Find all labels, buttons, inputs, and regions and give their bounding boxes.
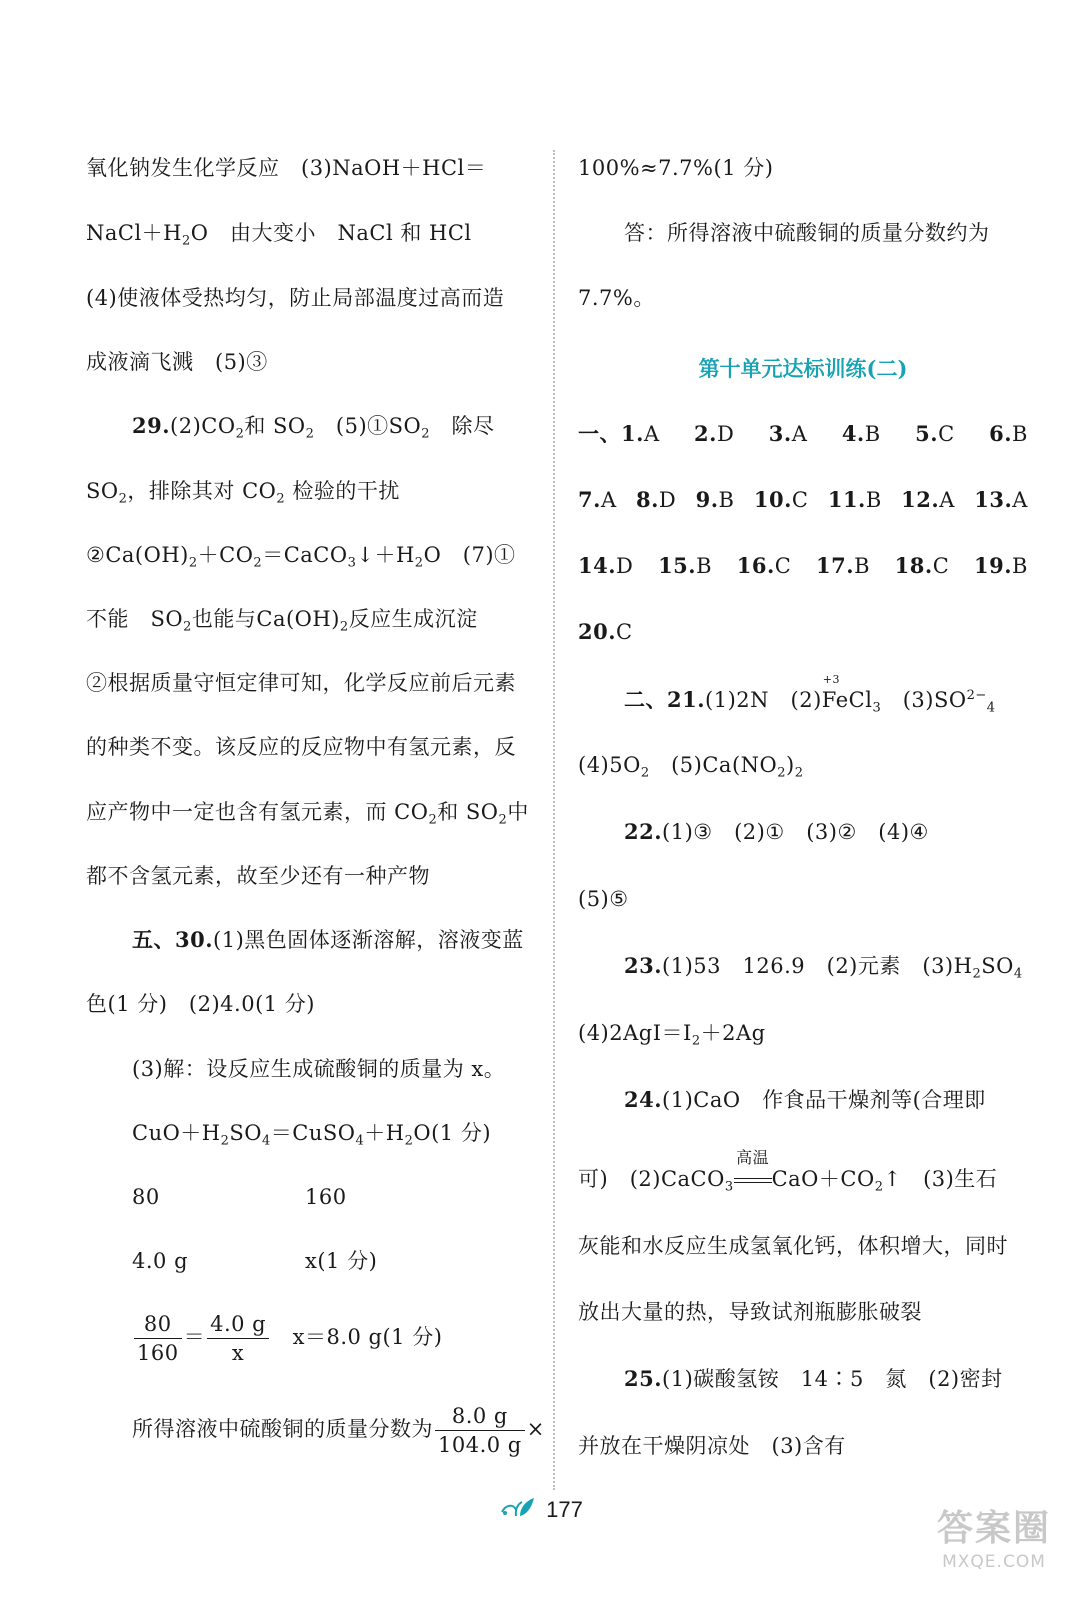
answer-item: 19.B xyxy=(973,553,1028,578)
answer-item: 9.B xyxy=(695,487,735,512)
mass-line: 4.0 g xyxy=(132,1249,189,1273)
answer-item: 16.C xyxy=(736,553,792,578)
question-24: 24.(1)CaO 作食品干燥剂等(合理即 xyxy=(624,1087,986,1112)
solution-line: (3)解：设反应生成硫酸铜的质量为 x。 xyxy=(132,1057,506,1081)
page-number: 177 xyxy=(546,1496,583,1522)
answer-row xyxy=(578,419,1028,449)
answer-item: 11.B xyxy=(827,487,882,512)
text-line: $SO_2$，排除其对 $CO_2$ 检验的干扰 xyxy=(86,479,400,507)
column-divider xyxy=(553,150,555,1490)
mass-line: x(1 分) xyxy=(305,1249,378,1273)
answer-item: 3.A xyxy=(768,421,808,446)
fraction: $\frac{80}{160}$ xyxy=(134,1310,182,1367)
text-line: 并放在干燥阴凉处 (3)含有 xyxy=(578,1434,846,1458)
answer-item: 2.D xyxy=(694,421,735,446)
answer-item: 14.D xyxy=(578,553,634,578)
text-line: (5)⑤ xyxy=(578,887,629,911)
molar-mass-line: 80 xyxy=(132,1185,160,1209)
answer-row xyxy=(578,551,1028,581)
left-column xyxy=(86,0,545,1480)
answer-item: 6.B xyxy=(989,421,1028,446)
answer-item: 7.A xyxy=(578,487,617,512)
text-line: $②Ca(OH)_2+CO_2=CaCO_3↓+H_2O$ (7)① xyxy=(86,543,516,571)
fraction: $\frac{4.0 g}{x}$ xyxy=(207,1310,269,1367)
text-line: ②根据质量守恒定律可知，化学反应前后元素 xyxy=(86,671,516,695)
text-line: $(4)2AgI=I_2+2Ag$ xyxy=(578,1021,766,1049)
molar-mass-line: 160 xyxy=(305,1185,347,1209)
answer-item: 8.D xyxy=(635,487,677,512)
text-line: 氧化钠发生化学反应 (3)NaOH＋HCl＝ xyxy=(86,156,487,180)
watermark-logo: 答案圈 MXQE.COM xyxy=(936,1508,1051,1572)
answer-item: 5.C xyxy=(915,421,955,446)
answer-item: 18.C xyxy=(894,553,950,578)
question-23: 23.(1)53 126.9 (2)元素 $(3)H_2SO_4$ xyxy=(624,953,1023,982)
text-line: 成液滴飞溅 (5)③ xyxy=(86,350,268,374)
answer-item: 一、1.A xyxy=(578,421,660,446)
text-line: 100%≈7.7%(1 分) xyxy=(578,156,774,180)
result-line: 所得溶液中硫酸铜的质量分数为 $\frac{8.0 g}{104.0 g}$ × xyxy=(132,1404,545,1457)
question-21: 二、21.(1)2N (2) +3 FeCl$_3$ $(3)SO^{2-}_4$ xyxy=(624,673,996,716)
section-heading: 第十单元达标训练(二) xyxy=(698,356,908,381)
question-22: 22.(1)③ (2)① (3)② (4)④ xyxy=(624,819,929,844)
answer-item: 12.A xyxy=(901,487,955,512)
text-line: 答：所得溶液中硫酸铜的质量分数约为 xyxy=(624,221,990,245)
equation-line: $CuO+H_2SO_4=CuSO_4+H_2O(1$ 分) xyxy=(132,1121,492,1149)
text-line: 色(1 分) (2)4.0(1 分) xyxy=(86,992,315,1016)
text-line: 7.7%。 xyxy=(578,286,655,310)
leaf-icon xyxy=(498,1494,538,1528)
text-line: 应产物中一定也含有氢元素，而 $CO_2$和 $SO_2$中 xyxy=(86,800,529,828)
text-line: 都不含氢元素，故至少还有一种产物 xyxy=(86,864,430,888)
proportion-line: $\frac{80}{160}$ ＝ $\frac{4.0 g}{x}$ x＝8.0 g(1 分) xyxy=(132,1310,442,1367)
question-29: $29.(2)CO_2$和 $SO_2$ $(5)①SO_2$ 除尽 xyxy=(132,413,495,442)
text-line: (4)使液体受热均匀，防止局部温度过高而造 xyxy=(86,286,505,310)
answer-item: 17.B xyxy=(816,553,870,578)
reaction-condition: 高温 xyxy=(734,1164,772,1194)
valence-label: +3 Fe xyxy=(821,673,849,712)
text-line: 不能 $SO_2$也能与$Ca(OH)_2$反应生成沉淀 xyxy=(86,607,478,635)
right-column xyxy=(578,0,1028,1480)
answer-row: 20.C xyxy=(578,619,633,644)
answer-row xyxy=(578,485,1028,515)
question-25: 25.(1)碳酸氢铵 14∶5 氮 (2)密封 xyxy=(624,1366,1003,1391)
question-30: 五、30.(1)黑色固体逐渐溶解，溶液变蓝 xyxy=(132,927,524,952)
text-line: $NaCl+H_2O$ 由大变小 NaCl 和 HCl xyxy=(86,221,472,249)
text-line: 灰能和水反应生成氢氧化钙，体积增大，同时 xyxy=(578,1234,1008,1258)
text-line: $(4)5O_2$ $(5)Ca(NO_2)_2$ xyxy=(578,753,804,781)
answer-item: 4.B xyxy=(841,421,881,446)
fraction: $\frac{8.0 g}{104.0 g}$ xyxy=(435,1402,525,1459)
text-line: 的种类不变。该反应的反应物中有氢元素，反 xyxy=(86,735,516,759)
answer-item: 15.B xyxy=(658,553,713,578)
text-line: 放出大量的热，导致试剂瓶膨胀破裂 xyxy=(578,1300,922,1324)
answer-item: 13.A xyxy=(974,487,1028,512)
text-line: 可) (2)CaCO$_3$ 高温 $CaO+CO_2↑$ (3)生石 xyxy=(578,1148,998,1195)
answer-item: 10.C xyxy=(753,487,809,512)
